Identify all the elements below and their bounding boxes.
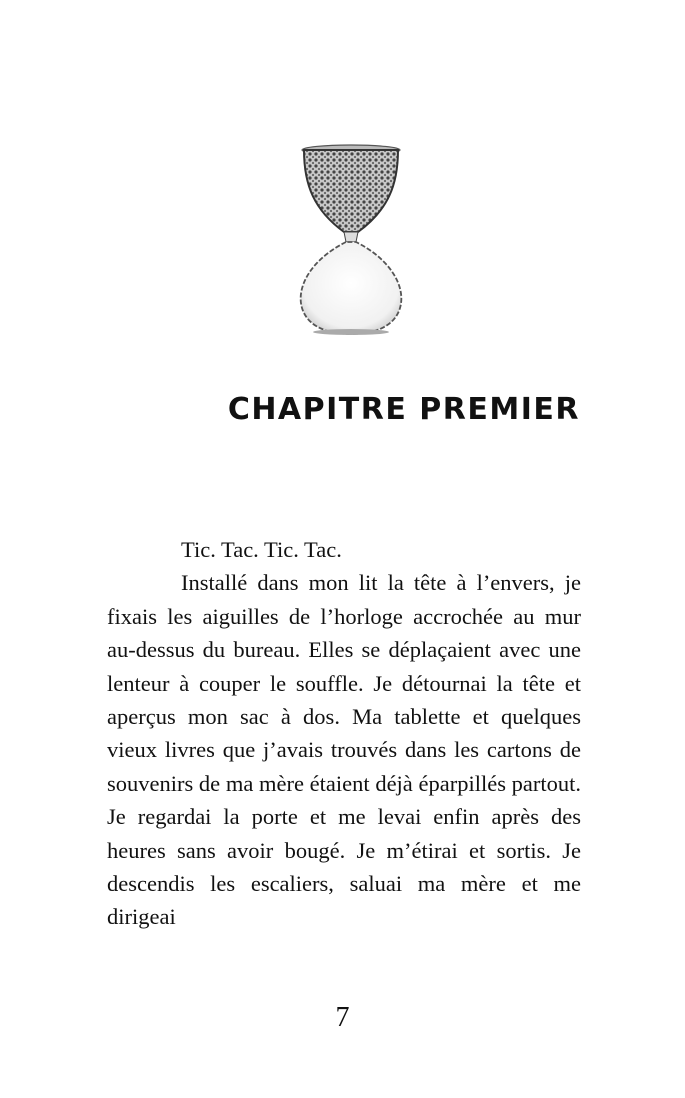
page-number: 7 [335, 1002, 350, 1033]
paragraph: Installé dans mon lit la tête à l’envers, je fixais les aiguilles de l’horloge accrochée au mur au-dessus du bureau. Elles se déplaçaient avec une lenteur à couper le souffle. Je détournai la tête et aperçus mon sac à dos. Ma tablette et quelques vieux livres que j’avais trouvés dans les cartons de souvenirs de ma mère étaient déjà éparpillés partout. Je regardai la porte et me levai enfin après des heures sans avoir bougé. Je m’étirai et sortis. Je descendis les escaliers, saluai ma mère et me dirigeai [107, 570, 581, 930]
body-text [107, 533, 581, 934]
chapter-title: CHAPITRE PREMIER [227, 392, 580, 427]
hourglass-icon [296, 140, 406, 340]
paragraph: Tic. Tac. Tic. Tac. [181, 537, 342, 562]
